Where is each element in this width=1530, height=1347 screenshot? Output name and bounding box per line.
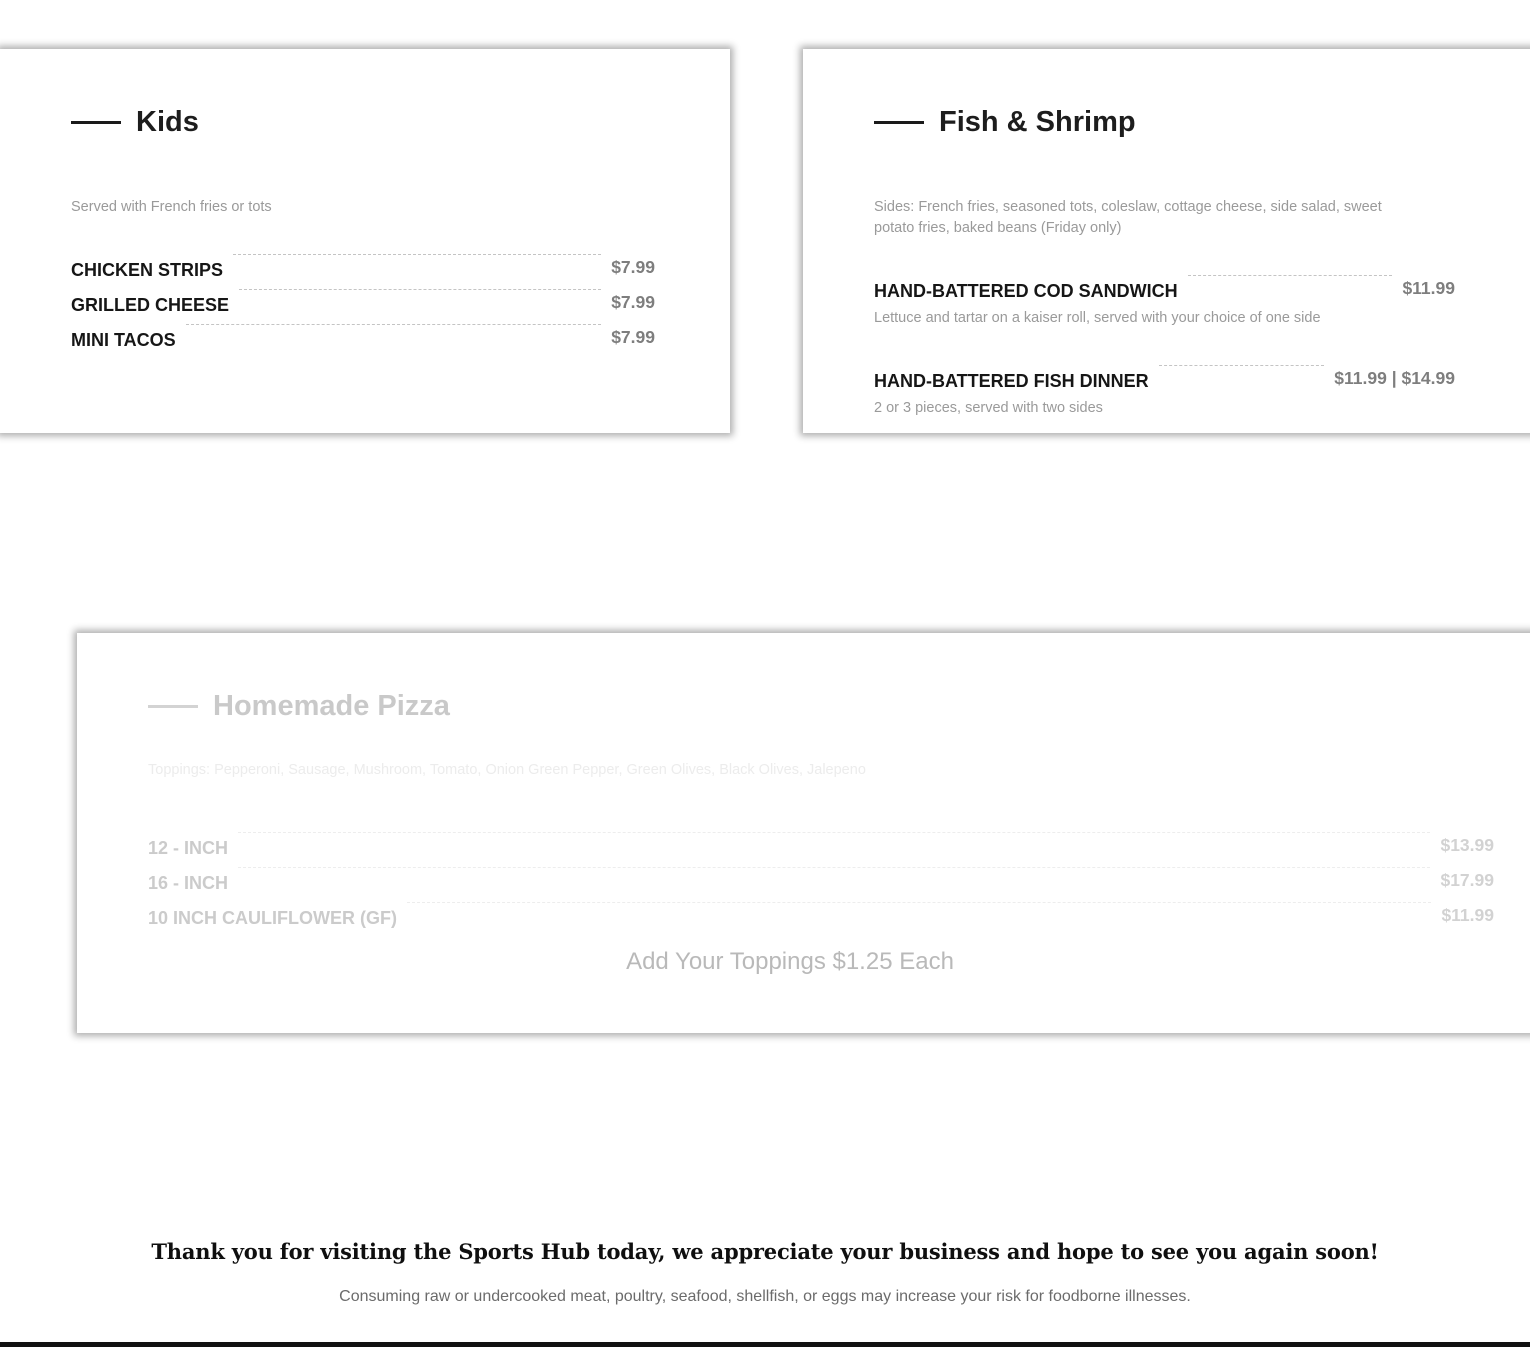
menu-item [874,363,1455,391]
menu-item-description: 2 or 3 pieces, served with two sides [874,400,1103,416]
toppings-price-note: Add Your Toppings $1.25 Each [626,948,954,975]
dotted-leader [1188,275,1393,276]
menu-item [71,287,655,315]
menu-item-name: GRILLED CHEESE [71,295,230,315]
footer-thank-you-message: Thank you for visiting the Sports Hub today, we appreciate your business and hope to see you again soon! [151,1239,1379,1264]
menu-item-price: $11.99 | $14.99 [1334,368,1455,388]
fish-section-header [874,108,1136,137]
menu-item-price: $7.99 [611,327,655,347]
pizza-section-title: Homemade Pizza [213,690,450,722]
menu-item-price: $11.99 [1441,905,1494,925]
menu-item [148,865,1494,893]
fish-section-title: Fish & Shrimp [939,106,1136,138]
dotted-leader [238,832,1430,833]
menu-item-name: CHICKEN STRIPS [71,260,224,280]
dotted-leader [233,254,601,255]
fish-shrimp-menu-card [803,49,1530,433]
menu-item-name: HAND-BATTERED COD SANDWICH [874,281,1178,301]
header-line-decoration [148,705,198,708]
pizza-section-header [148,692,450,721]
menu-item [71,322,655,350]
fish-section-description: Sides: French fries, seasoned tots, coleslaw, cottage cheese, side salad, sweet potato fries, baked beans (Friday only) [874,199,1382,236]
dotted-leader [239,289,601,290]
menu-item-description: Lettuce and tartar on a kaiser roll, served with your choice of one side [874,310,1321,326]
dotted-leader [238,867,1430,868]
food-safety-disclaimer: Consuming raw or undercooked meat, poultry, seafood, shellfish, or eggs may increase your risk for foodborne illnesses. [339,1288,1191,1305]
menu-item-name: 10 INCH CAULIFLOWER (GF) [148,908,397,928]
dotted-leader [407,902,1431,903]
header-line-decoration [71,121,121,124]
menu-item [148,900,1494,928]
menu-item [71,252,655,280]
menu-item-name: 12 - INCH [148,838,229,858]
dotted-leader [186,324,602,325]
menu-item-price: $7.99 [611,257,655,277]
bottom-border-bar [0,1342,1530,1347]
header-line-decoration [874,121,924,124]
menu-item-price: $11.99 [1402,278,1455,298]
pizza-section-description: Toppings: Pepperoni, Sausage, Mushroom, Tomato, Onion Green Pepper, Green Olives, Black Olives, Jalepeno [148,762,866,778]
menu-item-price: $13.99 [1440,835,1494,855]
menu-item [874,273,1455,301]
pizza-menu-card [77,633,1530,1033]
kids-section-description: Served with French fries or tots [71,199,272,215]
menu-item-name: HAND-BATTERED FISH DINNER [874,371,1149,391]
menu-item-price: $7.99 [611,292,655,312]
menu-item-price: $17.99 [1440,870,1494,890]
kids-menu-card [0,49,730,433]
kids-section-title: Kids [136,106,199,138]
kids-section-header [71,108,199,137]
menu-item [148,830,1494,858]
menu-item-name: MINI TACOS [71,330,176,350]
dotted-leader [1159,365,1325,366]
menu-item-name: 16 - INCH [148,873,229,893]
